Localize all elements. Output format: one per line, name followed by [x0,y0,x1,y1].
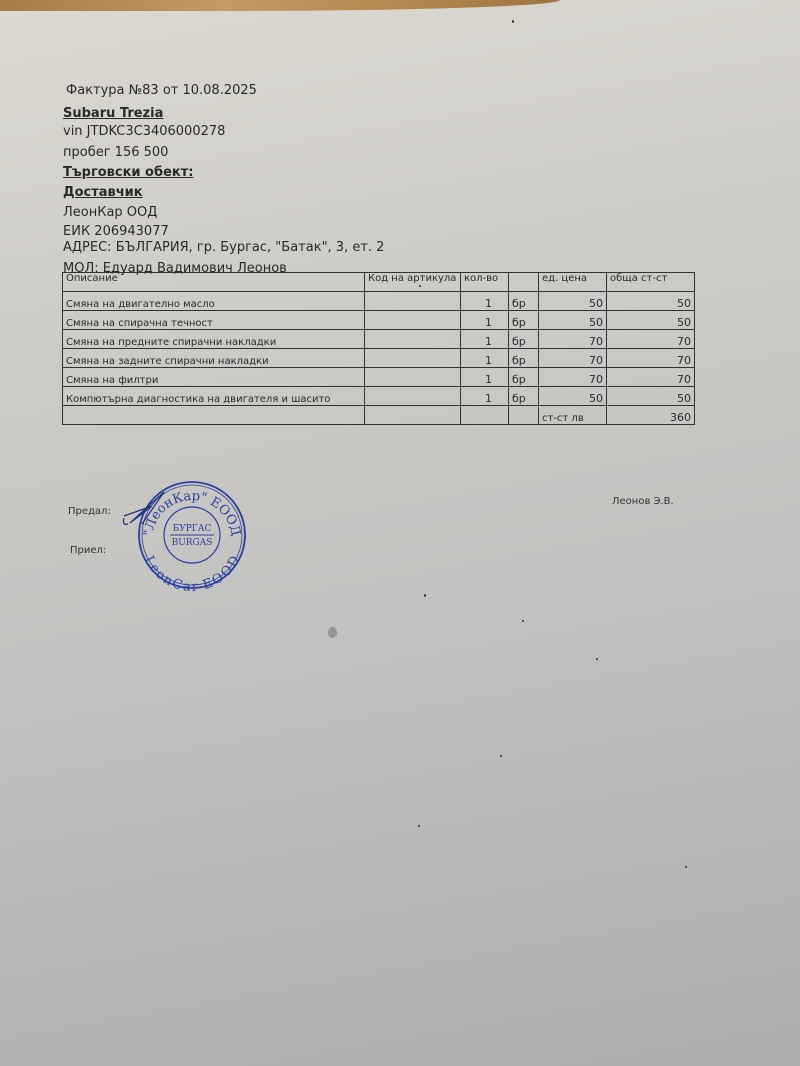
mileage: пробег 156 500 [63,145,169,160]
cell-total: 70 [607,349,695,368]
cell-description: Смяна на филтри [63,368,365,387]
supplier-eik: ЕИК 206943077 [63,224,169,239]
cell-code [365,311,461,330]
cell-total: 50 [607,387,695,406]
paper-speck [418,825,420,827]
cell-unit: бр [509,387,539,406]
cell-unit-price: 50 [539,311,607,330]
cell-unit: бр [509,311,539,330]
cell-total: 70 [607,330,695,349]
cell-code [365,292,461,311]
cell-total: 50 [607,292,695,311]
table-row [63,311,695,330]
table-footer-row [63,406,695,425]
cell-empty [509,406,539,425]
wooden-table-edge [0,0,560,11]
table-row [63,349,695,368]
cell-code [365,330,461,349]
svg-text:БУРГАС: БУРГАС [172,524,212,534]
supplier-company: ЛеонКар ООД [63,205,158,220]
received-by-label: Приел: [70,545,107,556]
invoice-title: Фактура №83 от 10.08.2025 [66,83,257,98]
cell-description: Компютърна диагностика на двигателя и шасито [63,387,365,406]
header-unit [509,273,539,292]
stamp-seal-icon [122,478,257,593]
header-qty: кол-во [461,273,509,292]
paper-speck [522,620,524,622]
cell-empty [63,406,365,425]
cell-unit: бр [509,292,539,311]
paper-speck [512,20,514,23]
table-row [63,368,695,387]
vin-number: vin JTDKC3C3406000278 [63,124,226,139]
supplier-mol: МОЛ: Едуард Вадимович Леонов [63,261,287,276]
svg-text:LeonCar EOOD: LeonCar EOOD [140,553,244,593]
cell-description: Смяна на предните спирачни накладки [63,330,365,349]
cell-unit: бр [509,330,539,349]
table-row [63,330,695,349]
header-total: обща ст-ст [607,273,695,292]
paper-speck [500,755,502,757]
svg-text:BURGAS: BURGAS [171,538,213,548]
paper-speck [596,658,598,660]
cell-description: Смяна на спирачна течност [63,311,365,330]
cell-qty: 1 [461,368,509,387]
cell-empty [365,406,461,425]
cell-qty: 1 [461,349,509,368]
table-row [63,387,695,406]
cell-qty: 1 [461,387,509,406]
cell-qty: 1 [461,292,509,311]
cell-unit-price: 70 [539,368,607,387]
table-row [63,292,695,311]
svg-text:"ЛеонКар" ЕООД: "ЛеонКар" ЕООД [141,488,243,538]
paper-stain [328,627,337,638]
cell-description: Смяна на двигателно масло [63,292,365,311]
cell-qty: 1 [461,311,509,330]
table-header-row [63,273,695,292]
paper-speck [685,866,687,868]
paper-speck [424,594,426,597]
cell-total: 50 [607,311,695,330]
footer-total-label: ст-ст лв [539,406,607,425]
header-code: Код на артикула [365,273,461,292]
supplier-heading: Доставчик [63,185,143,200]
car-model: Subaru Trezia [63,106,164,121]
trade-object-label: Търговски обект: [63,165,194,180]
cell-unit-price: 70 [539,349,607,368]
cell-empty [461,406,509,425]
given-by-label: Предал: [68,506,111,517]
cell-code [365,349,461,368]
cell-unit: бр [509,349,539,368]
cell-code [365,368,461,387]
cell-unit-price: 70 [539,330,607,349]
supplier-address: АДРЕС: БЪЛГАРИЯ, гр. Бургас, "Батак", 3, ет. 2 [63,240,385,255]
company-stamp [122,478,257,593]
cell-unit: бр [509,368,539,387]
cell-unit-price: 50 [539,387,607,406]
cell-unit-price: 50 [539,292,607,311]
cell-code [365,387,461,406]
header-description: Описание [63,273,365,292]
cell-qty: 1 [461,330,509,349]
invoice-items-table [62,272,695,425]
signer-name: Леонов Э.В. [612,496,674,507]
header-unit-price: ед. цена [539,273,607,292]
paper-speck [419,285,421,287]
footer-total-value: 360 [607,406,695,425]
cell-total: 70 [607,368,695,387]
cell-description: Смяна на задните спирачни накладки [63,349,365,368]
